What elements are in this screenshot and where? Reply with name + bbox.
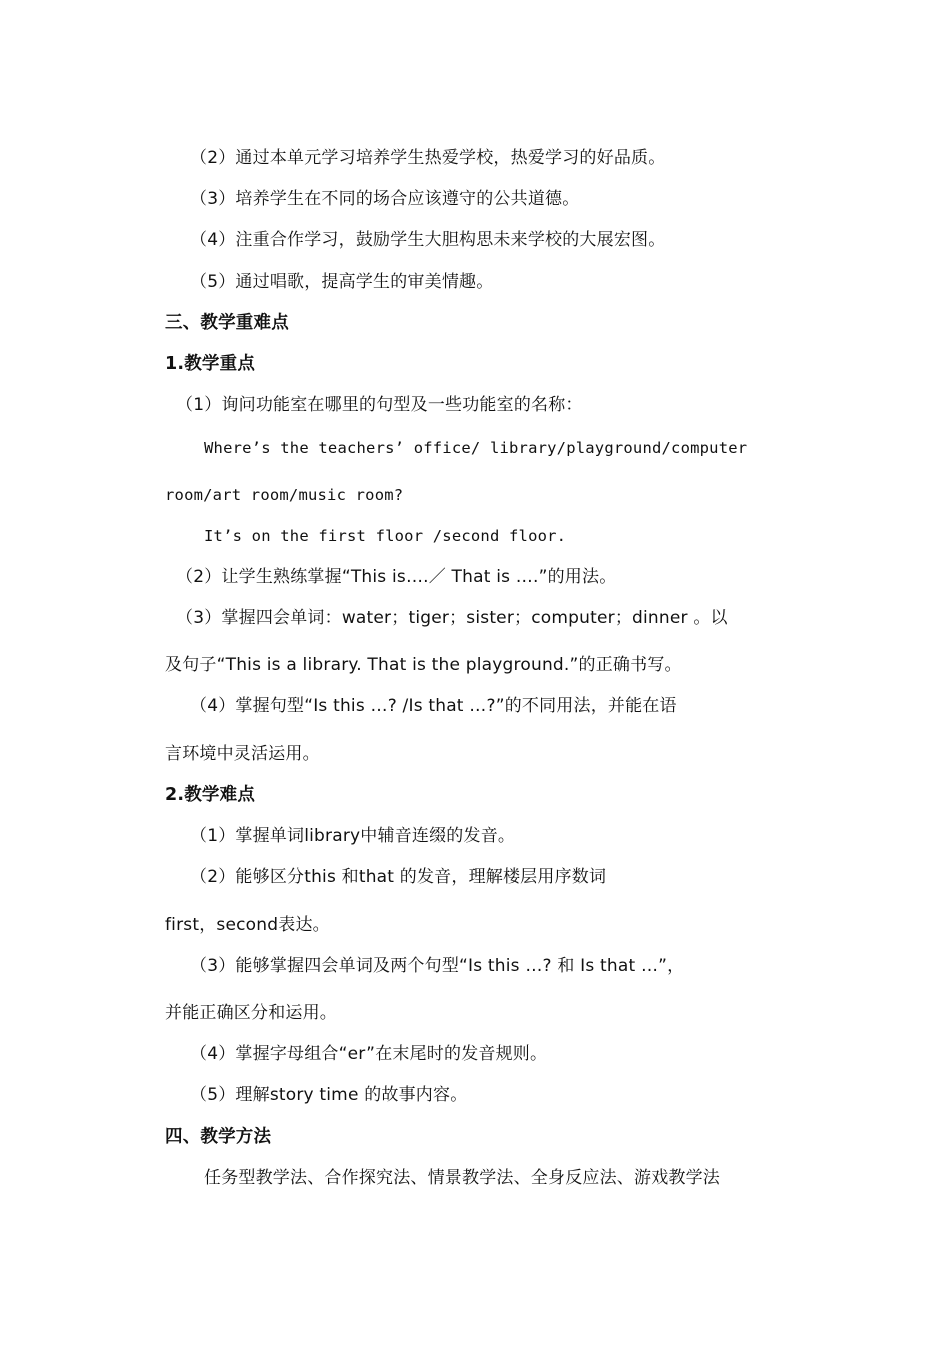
difficult-point-5: （5）理解story time 的故事内容。 xyxy=(190,1085,468,1105)
difficult-point-3-line-1: （3）能够掌握四会单词及两个句型“Is this …? 和 Is that …”， xyxy=(190,956,685,976)
difficult-point-2-line-2: first，second表达。 xyxy=(165,915,330,935)
subheading-difficult-points: 2.教学难点 xyxy=(165,785,256,805)
key-point-3-line-2: 及句子“This is a library. That is the playground.”的正确书写。 xyxy=(165,655,682,675)
teaching-goal-4: （4）注重合作学习，鼓励学生大胆构思未来学校的大展宏图。 xyxy=(190,230,666,250)
teaching-goal-2: （2）通过本单元学习培养学生热爱学校，热爱学习的好品质。 xyxy=(190,148,666,168)
teaching-methods-text: 任务型教学法、合作探究法、情景教学法、全身反应法、游戏教学法 xyxy=(204,1168,720,1188)
key-point-1-example-line-1: Where’s the teachers’ office/ library/playground/computer xyxy=(204,439,748,457)
teaching-goal-5: （5）通过唱歌，提高学生的审美情趣。 xyxy=(190,272,494,292)
subheading-key-points: 1.教学重点 xyxy=(165,354,256,374)
key-point-1-example-answer: It’s on the first floor /second floor. xyxy=(204,527,567,545)
key-point-3-line-1: （3）掌握四会单词：water；tiger；sister；computer；dinner 。以 xyxy=(176,608,728,628)
key-point-1: （1）询问功能室在哪里的句型及一些功能室的名称： xyxy=(176,395,583,415)
difficult-point-4: （4）掌握字母组合“er”在末尾时的发音规则。 xyxy=(190,1044,548,1064)
difficult-point-1: （1）掌握单词library中辅音连缀的发音。 xyxy=(190,826,516,846)
difficult-point-3-line-2: 并能正确区分和运用。 xyxy=(165,1003,337,1023)
key-point-1-example-line-2: room/art room/music room? xyxy=(165,486,404,504)
teaching-goal-3: （3）培养学生在不同的场合应该遵守的公共道德。 xyxy=(190,189,580,209)
section-heading-key-difficult-points: 三、教学重难点 xyxy=(165,313,289,333)
key-point-4-line-1: （4）掌握句型“Is this …? /Is that …?”的不同用法，并能在语 xyxy=(190,696,677,716)
key-point-2: （2）让学生熟练掌握“This is….／ That is ….”的用法。 xyxy=(176,567,617,587)
section-heading-teaching-methods: 四、教学方法 xyxy=(165,1127,272,1147)
difficult-point-2-line-1: （2）能够区分this 和that 的发音，理解楼层用序数词 xyxy=(190,867,607,887)
key-point-4-line-2: 言环境中灵活运用。 xyxy=(165,744,320,764)
